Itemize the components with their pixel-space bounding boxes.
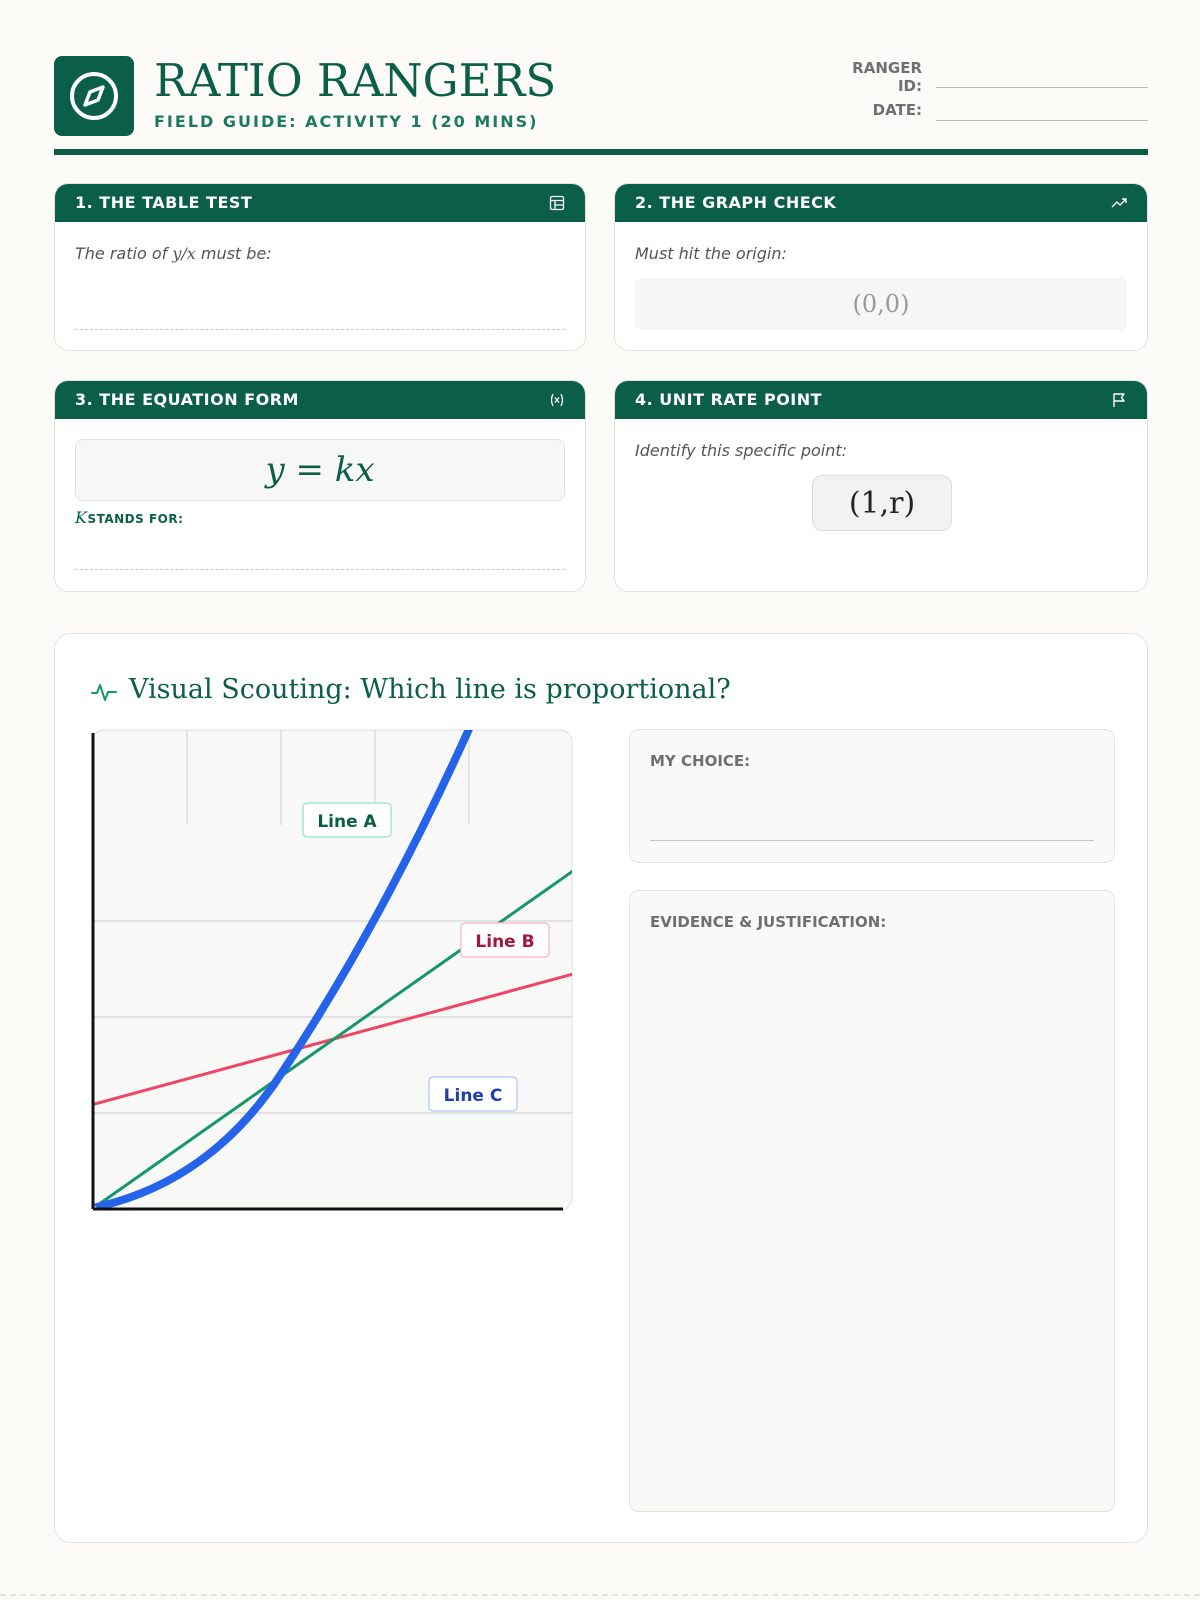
line-a-label-text: Line A	[317, 812, 377, 832]
line-graph	[91, 729, 573, 1211]
choice-answer-line[interactable]	[650, 840, 1094, 841]
flag-icon	[1111, 392, 1127, 408]
ranger-id-field[interactable]	[936, 66, 1148, 88]
graph-check-card	[614, 183, 1148, 351]
my-choice-label: MY CHOICE:	[650, 752, 751, 770]
trend-icon	[1111, 195, 1127, 211]
line-a-label	[303, 803, 391, 837]
card-header	[55, 381, 585, 419]
card-header	[55, 184, 585, 222]
table-icon	[549, 195, 565, 211]
card-title: 3. THE EQUATION FORM	[75, 390, 299, 409]
page-bottom-divider	[0, 1594, 1200, 1596]
card-title: 2. THE GRAPH CHECK	[635, 193, 837, 212]
k-label-text: STANDS FOR:	[87, 512, 184, 526]
card-title: 4. UNIT RATE POINT	[635, 390, 823, 409]
section-title: Visual Scouting: Which line is proportional?	[129, 674, 731, 705]
equation-form-card	[54, 380, 586, 592]
compass-icon	[54, 56, 134, 136]
activity-icon	[91, 679, 117, 705]
page-subtitle: FIELD GUIDE: ACTIVITY 1 (20 MINS)	[154, 112, 539, 131]
card-prompt: Identify this specific point:	[635, 441, 848, 460]
date-field[interactable]	[936, 99, 1148, 121]
line-b-label-text: Line B	[475, 932, 535, 952]
header-divider	[54, 149, 1148, 155]
line-b-label	[461, 923, 549, 957]
answer-line[interactable]	[75, 329, 565, 330]
my-choice-box[interactable]	[629, 729, 1115, 863]
prompt-text: The ratio of	[75, 244, 173, 263]
origin-point: (0,0)	[635, 278, 1127, 330]
evidence-label: EVIDENCE & JUSTIFICATION:	[650, 913, 887, 931]
k-stands-for-label	[75, 508, 183, 527]
unit-rate-point: (1,r)	[812, 475, 952, 531]
plot-area	[92, 730, 572, 1210]
ratio-expression: y/x	[172, 244, 196, 263]
card-title: 1. THE TABLE TEST	[75, 193, 253, 212]
date-label: DATE:	[872, 101, 922, 119]
ranger-id-row	[826, 59, 1148, 95]
worksheet-header	[54, 54, 1148, 154]
page-title: RATIO RANGERS	[154, 54, 557, 107]
card-header	[615, 184, 1147, 222]
k-variable: K	[75, 508, 88, 527]
ranger-id-label: RANGER ID:	[852, 59, 922, 95]
evidence-box[interactable]	[629, 890, 1115, 1512]
line-c-label-text: Line C	[443, 1086, 503, 1106]
date-row	[826, 99, 1148, 121]
line-c-label	[429, 1077, 517, 1111]
table-test-card	[54, 183, 586, 351]
unit-rate-card	[614, 380, 1148, 592]
visual-scouting-panel	[54, 633, 1148, 1543]
equation-display: y = kx	[75, 439, 565, 501]
graph-svg	[91, 729, 573, 1211]
prompt-text-suffix: must be:	[195, 244, 272, 263]
card-prompt: Must hit the origin:	[635, 244, 787, 263]
variable-icon	[549, 392, 565, 408]
card-header	[615, 381, 1147, 419]
card-prompt	[75, 244, 272, 263]
answer-line[interactable]	[75, 569, 565, 570]
